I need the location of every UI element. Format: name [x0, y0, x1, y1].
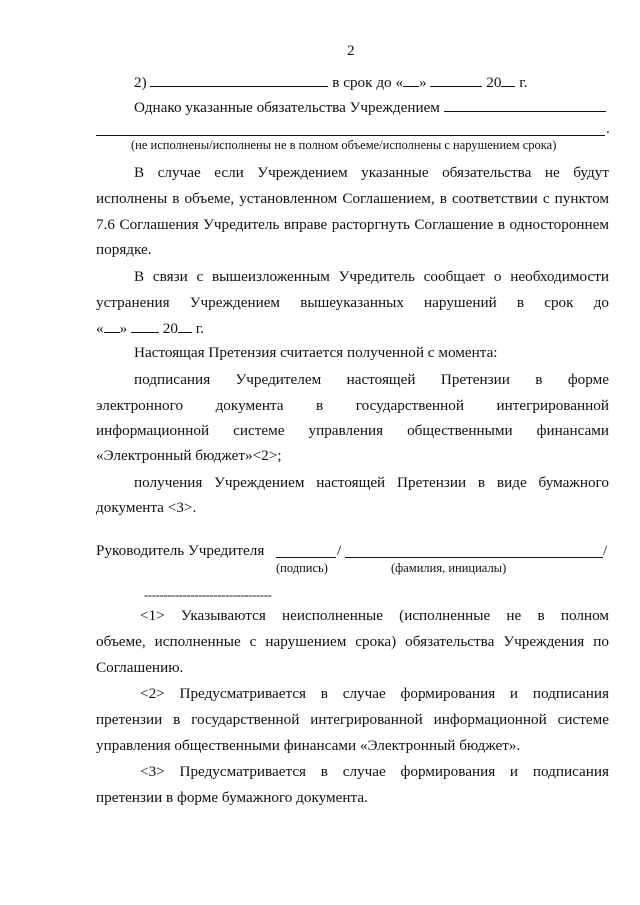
para-case-line-1: В случае если Учреждением указанные обязательства не будут — [134, 164, 609, 181]
notice-date-close: » — [119, 320, 128, 337]
para-case-line-4: порядке. — [96, 241, 152, 258]
item-2-quote-close: » — [419, 74, 427, 91]
footnote-2-line-3: управления общественными финансами «Электронный бюджет». — [96, 737, 521, 754]
para-case-line-3: 7.6 Соглашения Учредитель вправе расторгнуть Соглашение в одностороннем — [96, 216, 609, 233]
item-2-deadline-text: в срок до « — [332, 74, 404, 91]
signature-slash-1: / — [337, 542, 342, 559]
para-notice-line-2: устранения Учреждением вышеуказанных нарушений в срок до — [96, 294, 609, 311]
item-2-day-field[interactable] — [403, 72, 419, 87]
footnote-1-line-1: <1> Указываются неисполненные (исполненные не в полном — [140, 607, 609, 624]
notice-year-field[interactable] — [178, 318, 192, 333]
page-number: 2 — [347, 42, 355, 59]
para-paper-line-1: получения Учреждением настоящей Претензии в виде бумажного — [134, 474, 609, 491]
item-2-year-field[interactable] — [501, 72, 515, 87]
signature-sign-line[interactable] — [276, 557, 336, 558]
signature-name-hint: (фамилия, инициалы) — [391, 561, 507, 575]
footnote-3-line-1: <3> Предусматривается в случае формирования и подписания — [140, 763, 609, 780]
signature-slash-2: / — [603, 542, 608, 559]
notice-date-open: « — [96, 320, 104, 337]
para-received: Настоящая Претензия считается полученной с момента: — [134, 344, 498, 361]
footnote-3-line-2: претензии в форме бумажного документа. — [96, 789, 368, 806]
para-notice-date-line — [96, 318, 204, 338]
however-field[interactable] — [444, 97, 606, 112]
footnote-2-line-1: <2> Предусматривается в случае формирования и подписания — [140, 685, 609, 702]
notice-day-field[interactable] — [104, 318, 120, 333]
footnote-1-line-2: объеме, исполненные с нарушением срока) обязательства Учреждения по — [96, 633, 609, 650]
footnote-separator: --------------------------------- — [144, 588, 272, 602]
notice-year-prefix: 20 — [162, 320, 178, 337]
para-case-line-2: исполнены в объеме, установленном Соглашением, в соответствии с пунктом — [96, 190, 609, 207]
however-continuation-line[interactable] — [96, 135, 605, 136]
item-2-prefix: 2) — [134, 74, 147, 91]
however-period: . — [606, 120, 610, 137]
para-signing-line-4: «Электронный бюджет»<2>; — [96, 447, 282, 464]
item-2-blank-field[interactable] — [150, 72, 328, 87]
signature-label: Руководитель Учредителя — [96, 542, 265, 559]
item-2-year-prefix: 20 — [486, 74, 502, 91]
para-signing-line-1: подписания Учредителем настоящей Претензии в форме — [134, 371, 609, 388]
para-notice-line-1: В связи с вышеизложенным Учредитель сообщает о необходимости — [134, 268, 609, 285]
signature-name-line[interactable] — [345, 557, 603, 558]
notice-month-field[interactable] — [131, 318, 159, 333]
footnote-2-line-2: претензии в государственной интегрированной информационной системе — [96, 711, 609, 728]
item-2-year-suffix: г. — [519, 74, 528, 91]
item-2-line — [134, 72, 528, 92]
however-line — [134, 97, 606, 117]
however-hint: (не исполнены/исполнены не в полном объеме/исполнены с нарушением срока) — [131, 138, 557, 152]
however-text: Однако указанные обязательства Учреждением — [134, 99, 440, 116]
para-paper-line-2: документа <3>. — [96, 499, 197, 516]
notice-year-suffix: г. — [195, 320, 205, 337]
signature-sign-hint: (подпись) — [276, 561, 328, 575]
para-signing-line-3: информационной системе управления общественными финансами — [96, 422, 609, 439]
footnote-1-line-3: Соглашению. — [96, 659, 184, 676]
para-signing-line-2: электронного документа в государственной интегрированной — [96, 397, 609, 414]
item-2-month-field[interactable] — [430, 72, 482, 87]
